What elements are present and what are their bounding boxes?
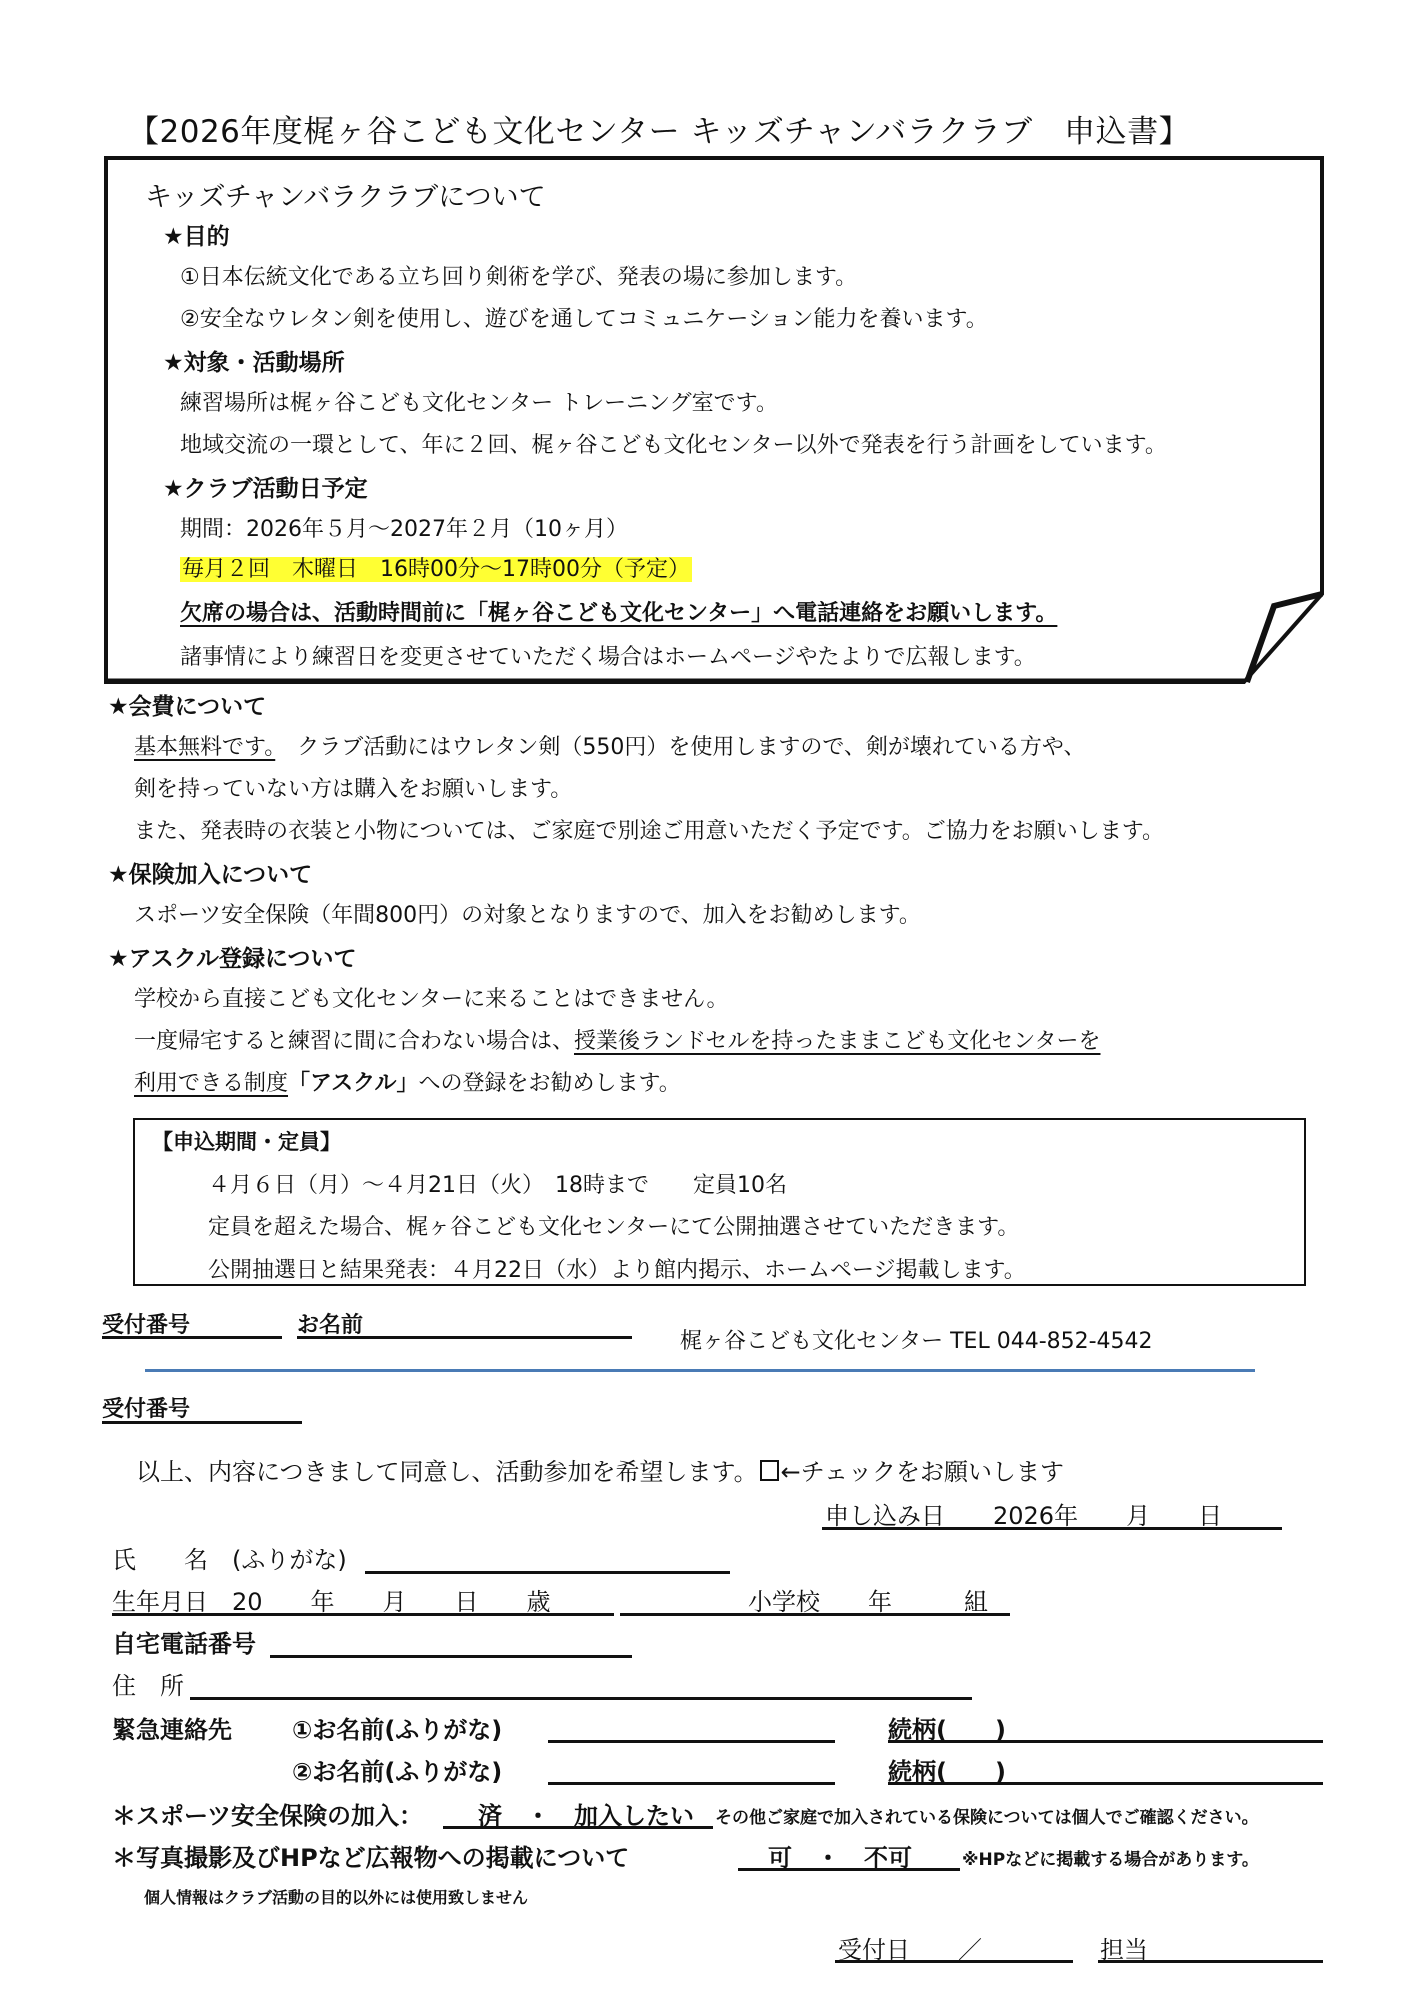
slip-receipt-no-field[interactable]: [102, 1336, 282, 1339]
application-date: 申し込み日 2026年 月 日: [825, 1502, 1223, 1530]
askul-head: ★アスクル登録について: [108, 946, 357, 972]
section-purpose-head: ★目的: [163, 224, 230, 250]
application-date-field[interactable]: [822, 1527, 1282, 1530]
slip-name-label: お名前: [297, 1313, 364, 1338]
about-heading: キッズチャンバラクラブについて: [145, 182, 546, 213]
insurance-note: その他ご家庭で加入されている保険については個人でご確認ください。: [715, 1808, 1259, 1828]
fees-head: ★会費について: [108, 694, 267, 720]
target-line-2: 地域交流の一環として、年に２回、梶ヶ谷こども文化センター以外で発表を行う計画をしています。: [180, 433, 1167, 458]
address-field[interactable]: [190, 1697, 972, 1700]
center-contact: 梶ヶ谷こども文化センター TEL 044-852-4542: [680, 1329, 1153, 1354]
school-label: 小学校 年 組: [748, 1588, 988, 1616]
consent-line: [136, 1452, 1064, 1487]
photo-options-underline: [738, 1868, 960, 1871]
askul-name: 「アスクル」: [288, 1071, 419, 1096]
emergency-2-label: ②お名前(ふりがな): [292, 1758, 503, 1786]
document-title: 【2026年度梶ヶ谷こども文化センター キッズチャンバラクラブ 申込書】: [128, 114, 1191, 150]
schedule-time-highlight: [180, 552, 692, 583]
name-field[interactable]: [365, 1571, 730, 1574]
consent-text: 以上、内容につきまして同意し、活動参加を希望します。: [136, 1458, 758, 1486]
insurance-question: ＊スポーツ安全保険の加入：: [112, 1802, 424, 1830]
consent-instruction: ←チェックをお願いします: [780, 1458, 1064, 1486]
received-date-label: 受付日 ／: [838, 1936, 982, 1964]
emergency-1-label: ①お名前(ふりがな): [292, 1716, 503, 1744]
school-field[interactable]: [620, 1613, 1010, 1616]
schedule-period: 期間：2026年５月～2027年２月（10ヶ月）: [180, 517, 628, 542]
slip-name-field[interactable]: [297, 1336, 632, 1339]
insurance-line-1: スポーツ安全保険（年間800円）の対象となりますので、加入をお勧めします。: [134, 903, 921, 928]
home-phone-label: 自宅電話番号: [112, 1630, 256, 1658]
emergency-1-name-field[interactable]: [548, 1740, 835, 1743]
photo-question: ＊写真撮影及びHPなど広報物への掲載について: [112, 1844, 630, 1872]
section-schedule-head: ★クラブ活動日予定: [163, 476, 368, 502]
emergency-1-relation-field[interactable]: [888, 1740, 1323, 1743]
birthdate-label: 生年月日 20 年 月 日 歳: [112, 1588, 551, 1616]
home-phone-field[interactable]: [270, 1655, 632, 1658]
purpose-line-1: ①日本伝統文化である立ち回り剣術を学び、発表の場に参加します。: [180, 265, 858, 290]
insurance-head: ★保険加入について: [108, 862, 313, 888]
address-label: 住 所: [112, 1672, 184, 1700]
target-line-1: 練習場所は梶ヶ谷こども文化センター トレーニング室です。: [180, 391, 778, 416]
consent-checkbox[interactable]: [760, 1460, 779, 1481]
free-text: 基本無料です。: [134, 735, 276, 760]
emergency-contact-label: 緊急連絡先: [112, 1716, 232, 1744]
askul-line-2-plain: 一度帰宅すると練習に間に合わない場合は、: [134, 1029, 575, 1054]
askul-line-2: [134, 1024, 1100, 1055]
purpose-line-2: ②安全なウレタン剣を使用し、遊びを通してコミュニケーション能力を養います。: [180, 307, 988, 332]
privacy-note: 個人情報はクラブ活動の目的以外には使用致しません: [144, 1888, 529, 1907]
photo-options[interactable]: 可 ・ 不可: [768, 1844, 912, 1872]
emergency-2-name-field[interactable]: [548, 1782, 835, 1785]
name-label: 氏 名 (ふりがな): [112, 1546, 347, 1574]
insurance-options[interactable]: 済 ・ 加入したい: [478, 1802, 694, 1830]
photo-note: ※HPなどに掲載する場合があります。: [962, 1850, 1259, 1870]
fees-line-2: 剣を持っていない方は購入をお願いします。: [134, 777, 573, 802]
fees-line-1: [134, 730, 1085, 761]
application-period-head: 【申込期間・定員】: [152, 1130, 341, 1154]
received-date-field[interactable]: [835, 1960, 1073, 1963]
askul-line-3-underlined: 利用できる制度: [134, 1071, 289, 1096]
fees-line-3: また、発表時の衣装と小物については、ご家庭で別途ご用意いただく予定です。ご協力をお願いします。: [134, 819, 1165, 844]
section-target-head: ★対象・活動場所: [163, 350, 345, 376]
insurance-options-underline: [443, 1826, 713, 1829]
fees-line-1-rest: クラブ活動にはウレタン剣（550円）を使用しますので、剣が壊れている方や、: [275, 735, 1086, 760]
lottery-notice: 定員を超えた場合、梶ヶ谷こども文化センターにて公開抽選させていただきます。: [208, 1215, 1020, 1240]
absence-notice: 欠席の場合は、活動時間前に「梶ヶ谷こども文化センター」へ電話連絡をお願いします。: [180, 601, 1058, 626]
highlighted-text: 毎月２回 木曜日 16時00分～17時00分（予定）: [182, 557, 690, 582]
askul-line-3-rest: への登録をお勧めします。: [418, 1071, 681, 1096]
emergency-2-relation-label: 続柄( ): [888, 1758, 1006, 1786]
application-period-dates: ４月６日（月）～４月21日（火） 18時まで 定員10名: [208, 1173, 787, 1198]
emergency-2-relation-field[interactable]: [888, 1782, 1323, 1785]
form-receipt-no-label: 受付番号: [102, 1397, 191, 1422]
birthdate-field[interactable]: [112, 1613, 614, 1616]
schedule-change-notice: 諸事情により練習日を変更させていただく場合はホームページやたよりで広報します。: [180, 645, 1036, 670]
form-receipt-no-field[interactable]: [102, 1421, 302, 1424]
staff-field[interactable]: [1098, 1960, 1323, 1963]
askul-line-2-underlined: 授業後ランドセルを持ったままこども文化センターを: [574, 1029, 1101, 1054]
emergency-1-relation-label: 続柄( ): [888, 1716, 1006, 1744]
askul-line-1: 学校から直接こども文化センターに来ることはできません。: [134, 987, 729, 1012]
cut-line-divider: [145, 1369, 1255, 1372]
askul-line-3: [134, 1066, 681, 1097]
staff-label: 担当: [1100, 1936, 1148, 1964]
lottery-result-notice: 公開抽選日と結果発表：４月22日（水）より館内掲示、ホームページ掲載します。: [208, 1258, 1026, 1283]
slip-receipt-no-label: 受付番号: [102, 1313, 191, 1338]
